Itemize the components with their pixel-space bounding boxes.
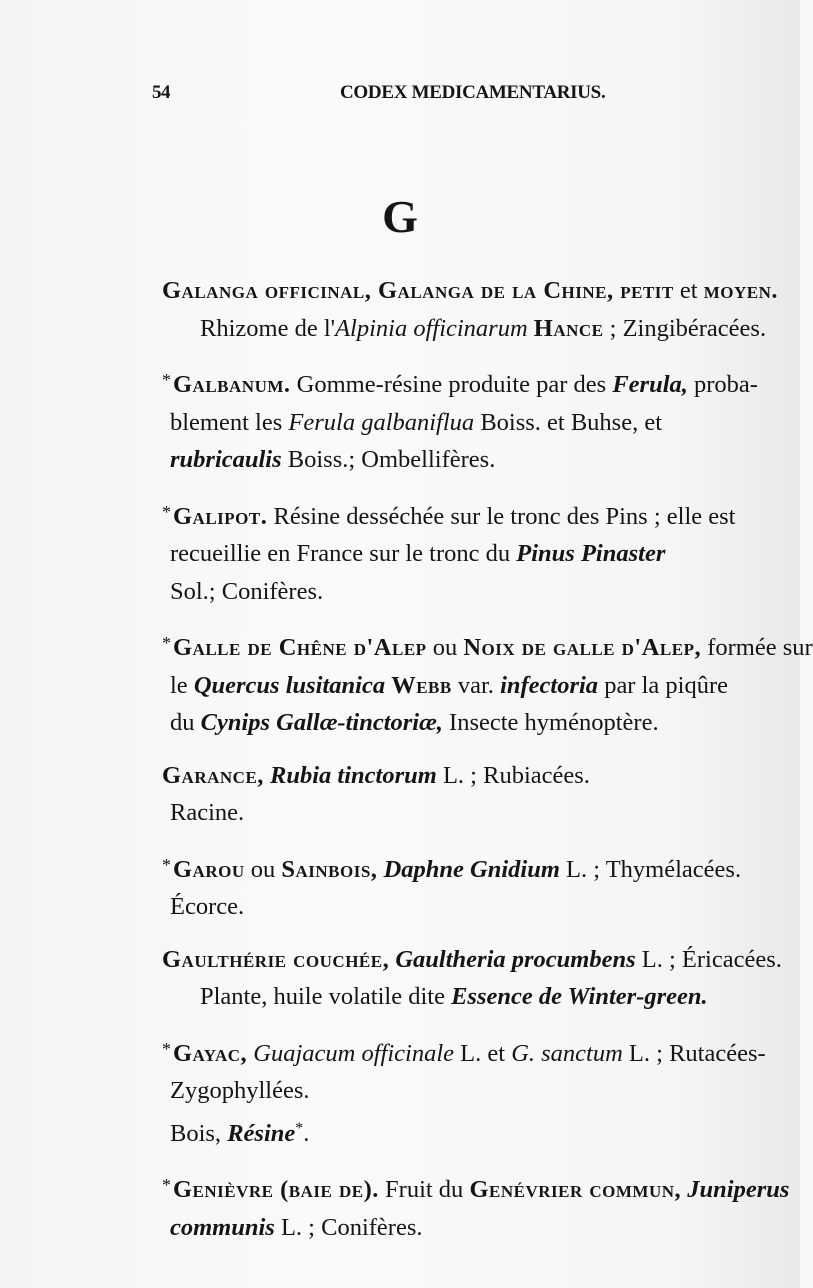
entry-headword: Gayac,	[173, 1039, 248, 1067]
entry-line	[162, 625, 813, 667]
entry-line	[162, 362, 758, 404]
entry-text: et	[673, 277, 704, 304]
entry-line	[162, 757, 750, 795]
entry-line	[170, 978, 750, 1016]
entry-headword: Galipot.	[173, 502, 268, 530]
entry-line	[170, 1072, 750, 1110]
entry-text: blement les	[170, 408, 289, 436]
species-name: Cynips Gallæ-tinctoriæ,	[200, 709, 443, 736]
entry-galipot	[162, 494, 750, 611]
species-name: Ferula,	[612, 371, 688, 398]
species-name: G. sanctum	[511, 1039, 623, 1067]
entry-text: L. ; Éricacées.	[635, 945, 782, 973]
entry-line	[170, 704, 750, 742]
entry-line	[170, 1110, 750, 1153]
asterisk-mark: *	[295, 1119, 304, 1137]
entry-text: L. ; Rutacées-	[622, 1039, 766, 1067]
species-name: infectoria	[500, 671, 599, 699]
entry-text: Racine.	[170, 799, 245, 826]
entry-text: Écorce.	[170, 893, 245, 920]
entry-text: Zygophyllées.	[170, 1077, 310, 1104]
entry-list	[162, 272, 813, 1261]
entry-headword: Genévrier commun,	[469, 1176, 682, 1203]
entry-text: var.	[451, 671, 501, 699]
species-name: Pinus Pinaster	[516, 540, 666, 567]
entry-headword: Galanga officinal, Galanga de la Chine, petit	[162, 277, 674, 304]
entry-text: L. ; Conifères.	[274, 1213, 423, 1241]
entry-text: Sol.; Conifères.	[170, 577, 324, 605]
entry-garance	[162, 757, 750, 832]
entry-line	[170, 404, 750, 442]
entry-line	[162, 494, 750, 536]
entry-text: Gomme-résine produite par des	[290, 371, 613, 398]
page-number: 54	[152, 82, 170, 103]
entry-text: Insecte hyménoptère.	[442, 709, 659, 736]
entry-text: L. et	[454, 1039, 512, 1067]
entry-text: L. ; Thymélacées.	[559, 855, 742, 883]
entry-garou	[162, 847, 750, 926]
author-name: Hance	[533, 314, 604, 342]
entry-headword: Noix de galle d'Alep,	[463, 634, 702, 661]
entry-text: ou	[426, 634, 464, 661]
entry-text: Résine desséchée sur le tronc des Pins ; elle est	[267, 502, 736, 530]
species-name: Daphne Gnidium	[383, 855, 560, 883]
entry-headword: Sainbois,	[281, 855, 378, 883]
species-name: Quercus lusitanica	[193, 671, 386, 699]
section-letter: G	[382, 191, 418, 242]
asterisk-mark: *	[162, 854, 171, 875]
entry-line	[162, 1167, 790, 1209]
running-title: CODEX MEDICAMENTARIUS.	[340, 82, 606, 103]
entry-text: Rhizome de l'	[200, 314, 336, 342]
entry-text: Boiss. et Buhse, et	[474, 408, 663, 436]
entry-galanga	[162, 272, 778, 347]
preparation-name: Essence de Winter-green.	[451, 983, 708, 1010]
entry-line	[162, 847, 750, 889]
entry-line	[162, 1031, 766, 1073]
entry-line	[170, 667, 750, 705]
asterisk-mark: *	[162, 1175, 171, 1195]
entry-gayac	[162, 1031, 766, 1153]
entry-genievre	[162, 1167, 790, 1246]
entry-headword: Garou	[173, 855, 245, 883]
entry-headword: Galbanum.	[173, 371, 291, 398]
entry-line	[162, 941, 782, 979]
species-name: Alpinia officinarum	[335, 314, 528, 342]
entry-text: recueillie en France sur le tronc du	[170, 540, 517, 567]
entry-text: formée sur	[701, 634, 813, 661]
entry-text: ; Zingibéracées.	[603, 314, 767, 342]
entry-headword: Garance,	[162, 761, 264, 789]
entry-line	[170, 573, 750, 611]
entry-galbanum	[162, 362, 758, 479]
entry-text: proba-	[687, 371, 758, 398]
species-name: Juniperus	[687, 1176, 790, 1203]
entry-line	[170, 888, 750, 926]
entry-text: .	[303, 1119, 310, 1147]
entry-headword: Gaulthérie couchée,	[162, 945, 390, 973]
entry-text: Boiss.; Ombellifères.	[281, 446, 496, 473]
entry-text: le	[170, 671, 194, 699]
entry-headword: moyen.	[703, 277, 778, 304]
entry-line	[170, 1209, 750, 1247]
species-name: Ferula galbaniflua	[288, 408, 475, 436]
entry-line	[170, 794, 750, 832]
entry-line	[162, 272, 778, 310]
entry-text: Bois,	[170, 1119, 228, 1147]
running-head	[0, 80, 800, 106]
asterisk-mark: *	[162, 633, 171, 653]
preparation-name: Résine	[227, 1119, 296, 1147]
entry-headword: Genièvre (baie de).	[173, 1176, 379, 1203]
entry-galle-de-chene	[162, 625, 813, 742]
species-name: rubricaulis	[170, 446, 282, 473]
asterisk-mark: *	[162, 1038, 171, 1059]
entry-text: Plante, huile volatile dite	[200, 983, 452, 1010]
entry-text: Fruit du	[378, 1176, 470, 1203]
species-name: Gaultheria procumbens	[395, 945, 636, 973]
entry-line	[170, 535, 750, 573]
species-name: Rubia tinctorum	[270, 761, 437, 789]
entry-text: ou	[244, 855, 282, 883]
entry-gaultherie	[162, 941, 782, 1016]
entry-text: L. ; Rubiacées.	[436, 761, 590, 789]
asterisk-mark: *	[162, 370, 171, 390]
entry-text: par la piqûre	[598, 671, 728, 699]
species-name: Guajacum officinale	[253, 1039, 455, 1067]
entry-line	[170, 441, 750, 479]
asterisk-mark: *	[162, 501, 171, 522]
entry-headword: Galle de Chêne d'Alep	[173, 634, 427, 661]
entry-text: du	[170, 709, 201, 736]
entry-line	[170, 310, 767, 348]
species-name: communis	[170, 1213, 275, 1241]
author-name: Webb	[391, 671, 452, 699]
